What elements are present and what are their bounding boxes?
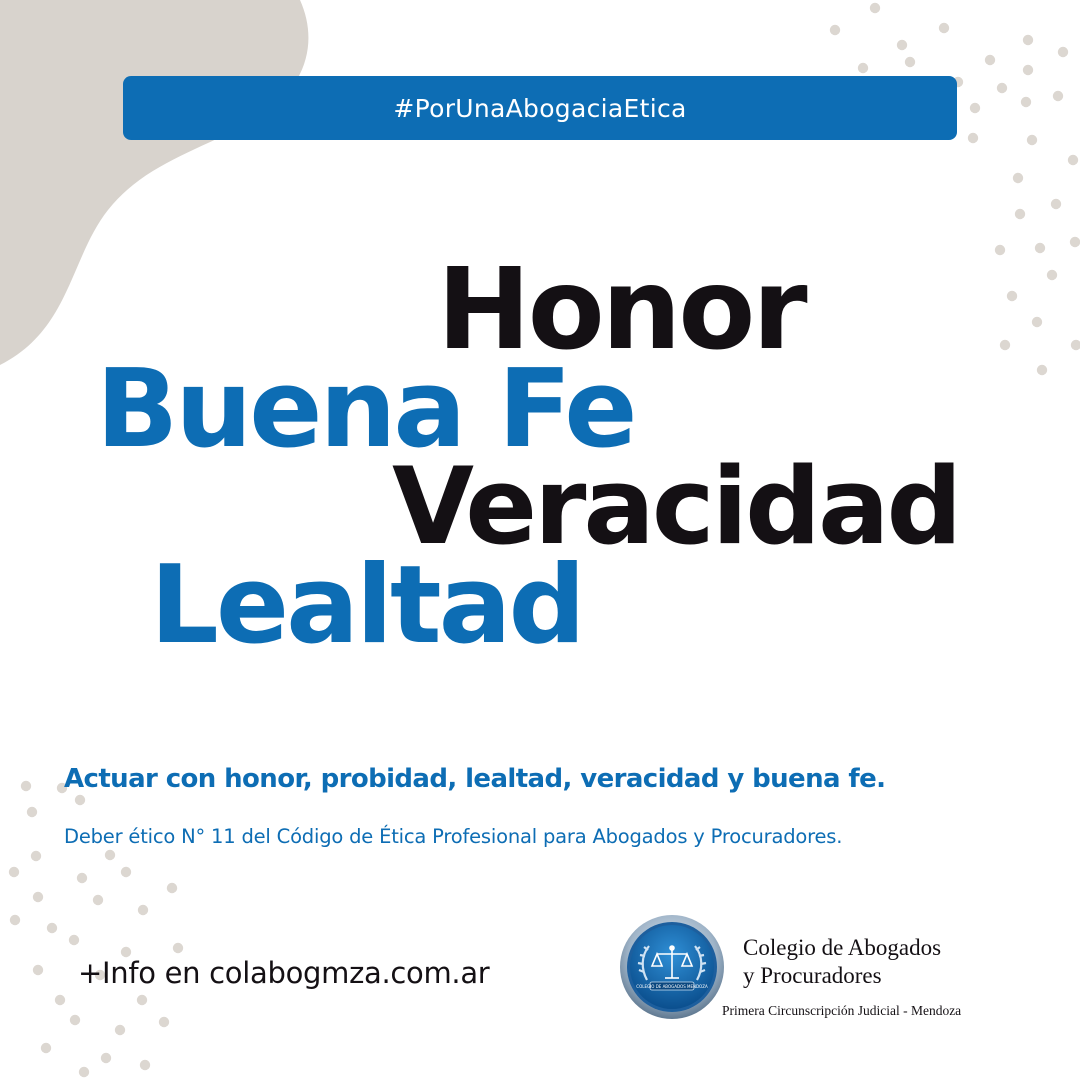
decorative-dot [1021, 97, 1031, 107]
decorative-dot [21, 781, 31, 791]
decorative-dot [970, 103, 980, 113]
seal-text: COLEGIO DE ABOGADOS MENDOZA [636, 984, 708, 989]
decorative-dot [79, 1067, 89, 1077]
decorative-dot [1035, 243, 1045, 253]
decorative-dot [41, 1043, 51, 1053]
colegio-seal-logo [619, 914, 725, 1020]
decorative-dot [985, 55, 995, 65]
decorative-dot [33, 965, 43, 975]
word-veracidad: Veracidad [392, 445, 960, 568]
decorative-dot [1047, 270, 1057, 280]
word-lealtad: Lealtad [150, 543, 583, 668]
decorative-dot [870, 3, 880, 13]
decorative-dot [1037, 365, 1047, 375]
decorative-dot [159, 1017, 169, 1027]
organization-name-line1: Colegio de Abogados [743, 935, 942, 960]
decorative-dot [1023, 65, 1033, 75]
hashtag-text: #PorUnaAbogaciaEtica [393, 93, 687, 123]
decorative-dot [137, 995, 147, 1005]
decorative-dot [115, 1025, 125, 1035]
decorative-dot [1058, 47, 1068, 57]
organization-subtitle: Primera Circunscripción Judicial - Mendoza [722, 1003, 962, 1018]
decorative-dot [10, 915, 20, 925]
decorative-dot [939, 23, 949, 33]
decorative-dot [897, 40, 907, 50]
ethics-quote: Actuar con honor, probidad, lealtad, veracidad y buena fe. [64, 764, 886, 794]
decorative-dot [1070, 237, 1080, 247]
decorative-dot [140, 1060, 150, 1070]
decorative-dot [968, 133, 978, 143]
decorative-dot [1068, 155, 1078, 165]
decorative-dot [858, 63, 868, 73]
decorative-dot [167, 883, 177, 893]
decorative-dot [997, 83, 1007, 93]
decorative-dot [830, 25, 840, 35]
word-honor: Honor [437, 245, 805, 375]
decorative-dot [55, 995, 65, 1005]
decorative-dot [77, 873, 87, 883]
decorative-dot [47, 923, 57, 933]
decorative-dot [93, 895, 103, 905]
info-link[interactable]: +Info en colabogmza.com.ar [78, 956, 490, 990]
decorative-dot [1053, 91, 1063, 101]
hashtag-banner [123, 76, 957, 140]
decorative-dot [1027, 135, 1037, 145]
decorative-dot [995, 245, 1005, 255]
decorative-dot [1023, 35, 1033, 45]
decorative-dot [27, 807, 37, 817]
decorative-dot [105, 850, 115, 860]
decorative-dot [31, 851, 41, 861]
decorative-dot [1013, 173, 1023, 183]
decorative-dot [75, 795, 85, 805]
organization-name-line2: y Procuradores [743, 963, 882, 988]
decorative-dot [33, 892, 43, 902]
decorative-dot [69, 935, 79, 945]
decorative-dot [9, 867, 19, 877]
decorative-dot [138, 905, 148, 915]
decorative-dot [173, 943, 183, 953]
decorative-dot [70, 1015, 80, 1025]
organization-name [743, 934, 941, 990]
decorative-dot [1032, 317, 1042, 327]
decorative-dot [1000, 340, 1010, 350]
word-buena-fe: Buena Fe [96, 347, 635, 472]
decorative-dot [101, 1053, 111, 1063]
decorative-dot [905, 57, 915, 67]
decorative-dot [1051, 199, 1061, 209]
quote-source: Deber ético N° 11 del Código de Ética Profesional para Abogados y Procuradores. [64, 825, 843, 848]
decorative-dot [1071, 340, 1080, 350]
decorative-dot [121, 867, 131, 877]
decorative-dot [1007, 291, 1017, 301]
decorative-dot [1015, 209, 1025, 219]
